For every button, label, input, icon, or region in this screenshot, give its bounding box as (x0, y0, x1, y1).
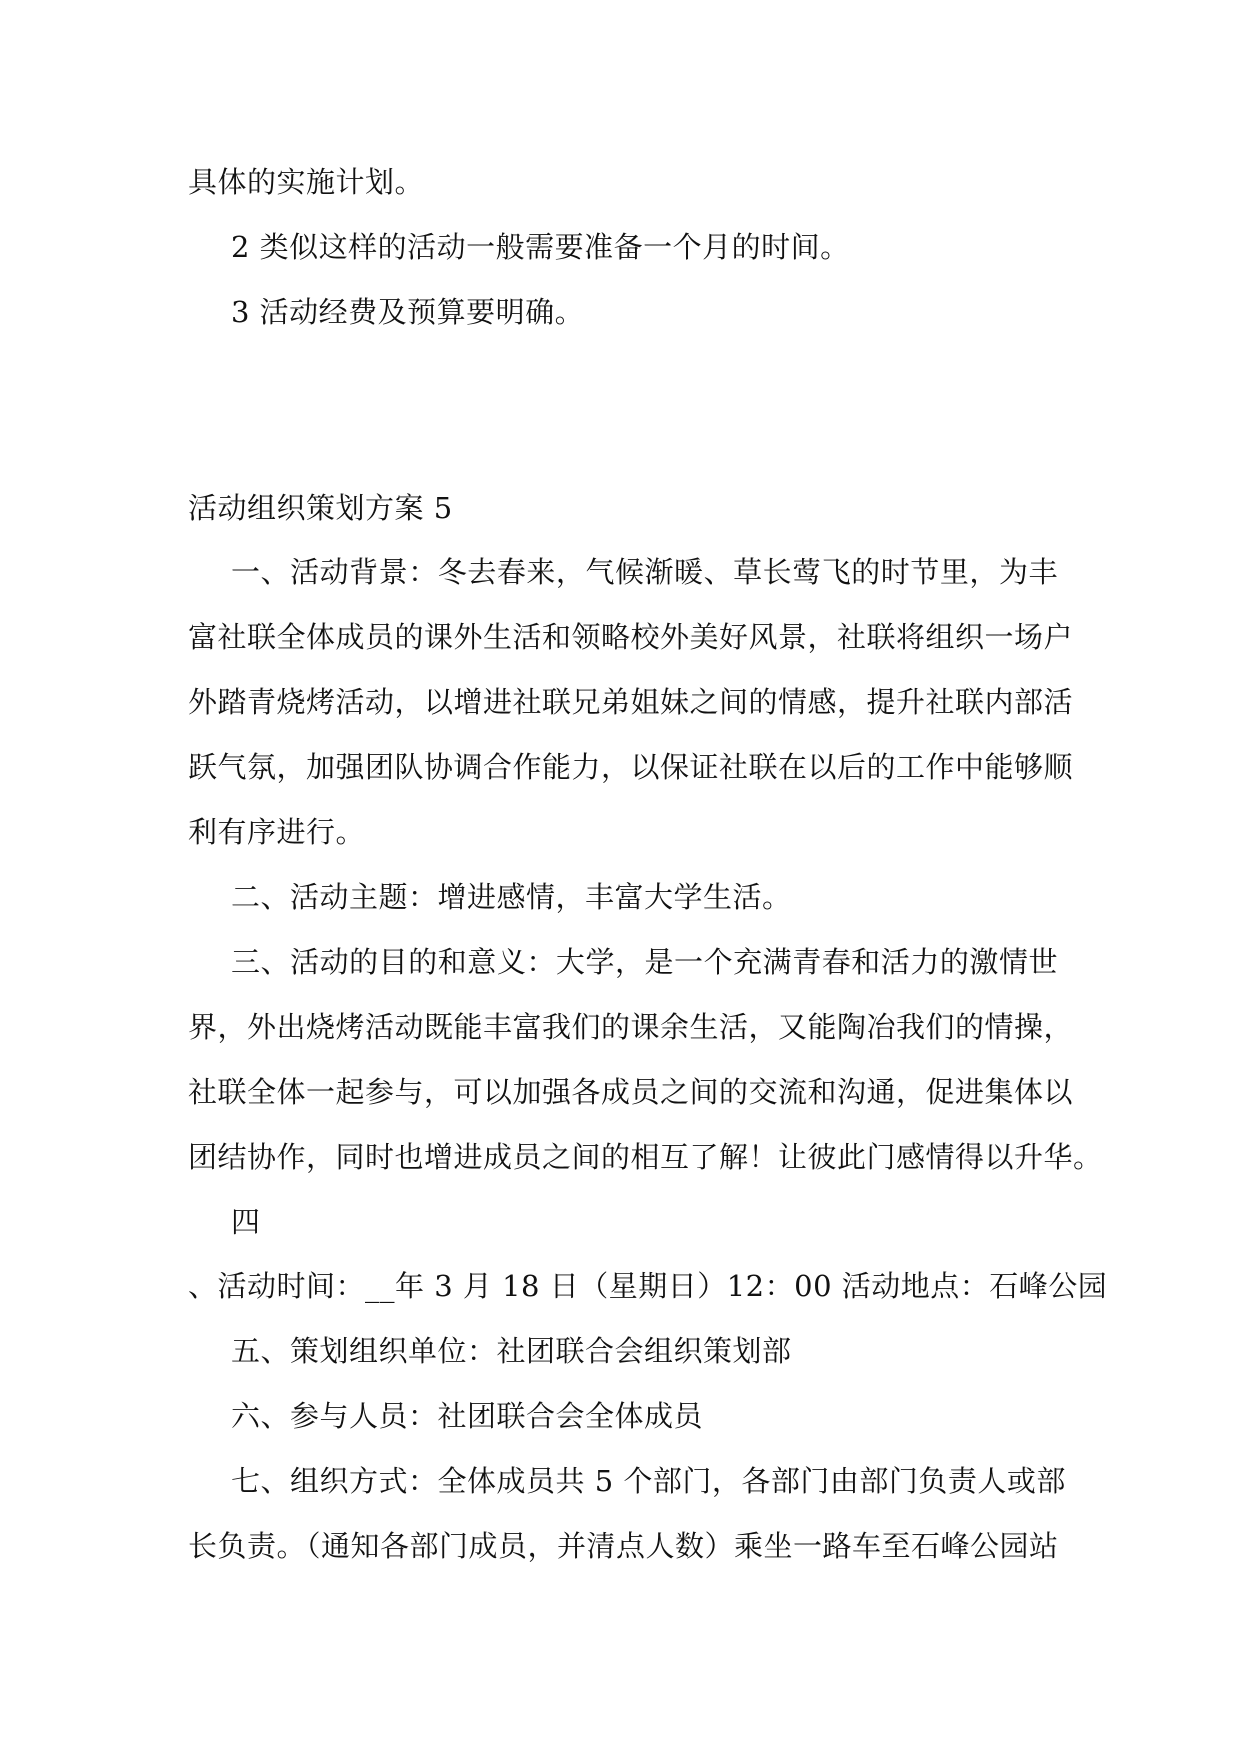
paragraph-line: 界，外出烧烤活动既能丰富我们的课余生活，又能陶冶我们的情操， (188, 1010, 1074, 1044)
paragraph-line: 团结协作，同时也增进成员之间的相互了解！让彼此门感情得以升华。 (188, 1140, 1103, 1174)
paragraph-line: 社联全体一起参与，可以加强各成员之间的交流和沟通，促进集体以 (188, 1075, 1074, 1109)
paragraph-line: 六、参与人员：社团联合会全体成员 (231, 1399, 704, 1433)
paragraph-line: 长负责。（通知各部门成员，并清点人数）乘坐一路车至石峰公园站 (188, 1529, 1059, 1563)
paragraph-line: 、活动时间：__年 3 月 18 日（星期日）12：00 活动地点：石峰公园 (188, 1269, 1108, 1303)
text-line: 2 类似这样的活动一般需要准备一个月的时间。 (231, 230, 850, 264)
paragraph-line: 二、活动主题：增进感情，丰富大学生活。 (231, 880, 792, 914)
paragraph-line: 跃气氛，加强团队协调合作能力，以保证社联在以后的工作中能够顺 (188, 750, 1074, 784)
section-title: 活动组织策划方案 5 (188, 491, 453, 525)
text-line: 具体的实施计划。 (188, 165, 425, 199)
paragraph-line: 三、活动的目的和意义：大学，是一个充满青春和活力的激情世 (231, 945, 1058, 979)
text-line: 3 活动经费及预算要明确。 (231, 295, 585, 329)
paragraph-line: 五、策划组织单位：社团联合会组织策划部 (231, 1334, 792, 1368)
paragraph-line: 富社联全体成员的课外生活和领略校外美好风景，社联将组织一场户 (188, 620, 1074, 654)
paragraph-line: 利有序进行。 (188, 815, 366, 849)
paragraph-line: 四 (231, 1205, 261, 1239)
paragraph-line: 外踏青烧烤活动，以增进社联兄弟姐妹之间的情感，提升社联内部活 (188, 685, 1074, 719)
paragraph-line: 一、活动背景：冬去春来，气候渐暖、草长莺飞的时节里，为丰 (231, 555, 1058, 589)
paragraph-line: 七、组织方式：全体成员共 5 个部门，各部门由部门负责人或部 (231, 1464, 1066, 1498)
